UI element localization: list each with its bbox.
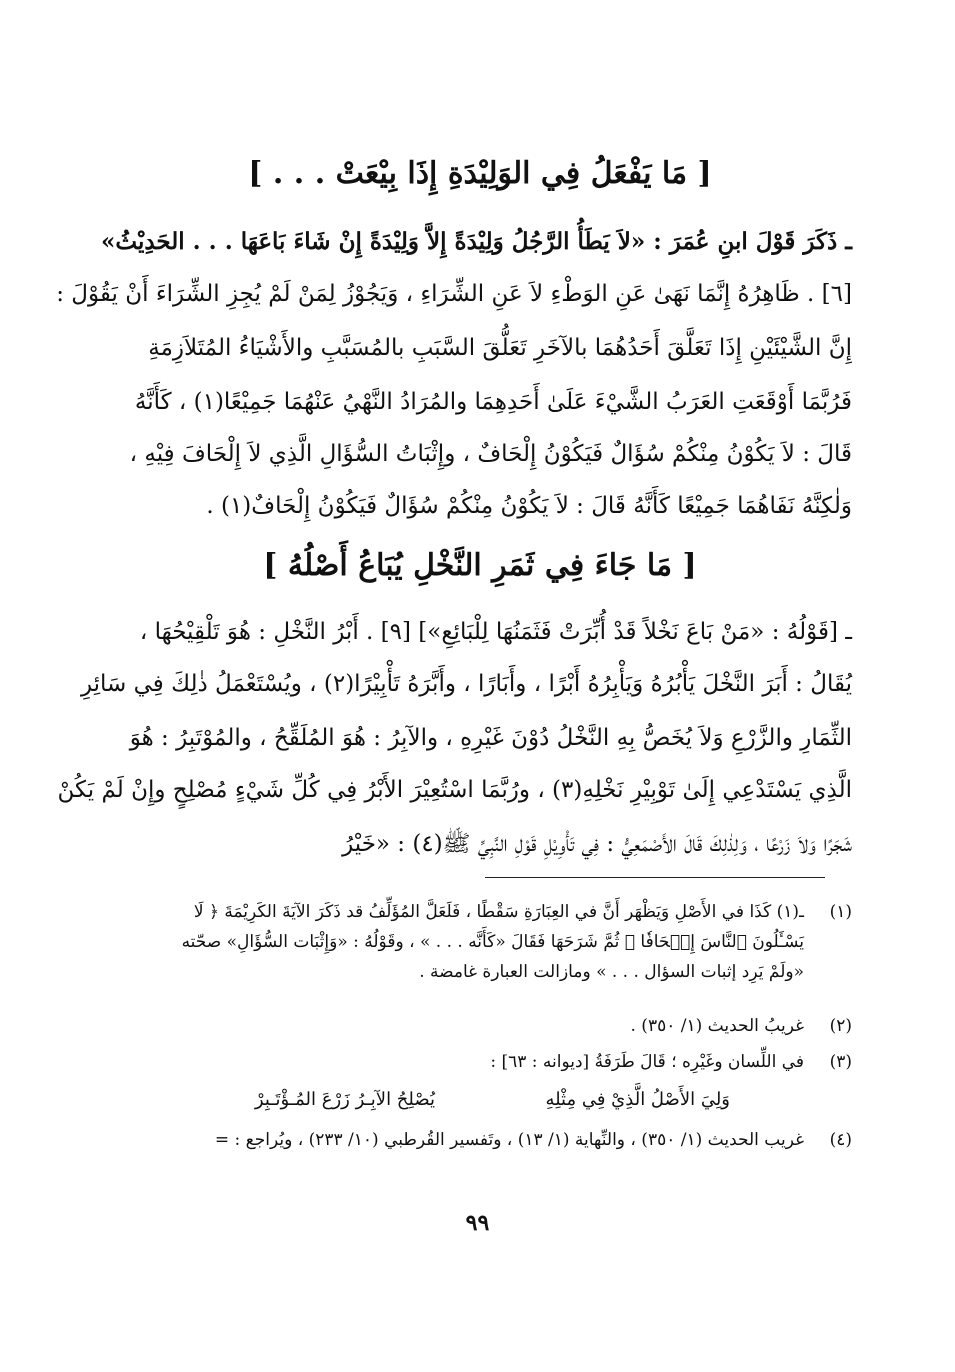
section-heading-walida: [ مَا يَفْعَلُ فِي الوَلِيْدَةِ إِذَا بِيْعَتْ . . . ] (248, 156, 712, 191)
footnote-text: غريبُ الحديث (١/ ٣٥٠) . (630, 1016, 804, 1036)
footnote-number: (٤) (829, 1130, 852, 1150)
footnote-number: (٣) (829, 1052, 852, 1072)
footnote-2 (112, 1012, 852, 1040)
text-line: قَالَ : لاَ يَكُوْنُ مِنْكُمْ سُؤَالٌ فَيَكُوْنُ إِلْحَافٌ ، وإِثْبَاتُ السُّؤَالِ الَّذِي لاَ إِلْحَافَ فِيْهِ ، (129, 441, 852, 467)
verse-hemistich-left: يُصْلِحُ الآبِـرُ زَرْعَ المُـؤْتَـبِرْ (254, 1089, 435, 1110)
text-line: وَلٰكِنَّهُ نَفَاهُمَا جَمِيْعًا كَأَنَّهُ قَالَ : لاَ يَكُوْنُ مِنْكُمْ سُؤَالٌ فَيَكُوْنُ إِلْحَافٌ(١) . (206, 493, 852, 519)
footnote-text: غريب الحديث (١/ ٣٥٠) ، والنِّهاية (١/ ١٣) ، وتَفسير القُرطبي (١٠/ ٢٣٣) ، ويُراجع : = (214, 1130, 804, 1150)
text-line: الثِّمَارِ والزَّرْعِ وَلاَ يُخَصُّ بِهِ النَّخْلُ دُوْنَ غَيْرِهِ ، والآبِرُ : هُوَ المُلَقِّحُ ، والمُوْتَبِرُ : هُوَ (129, 725, 852, 751)
text-line: [٦] . ظَاهِرُهُ إِنَّمَا نَهَىٰ عَنِ الوَطْءِ لاَ عَنِ الشِّرَاءِ ، وَيَجُوْزُ لِمَنْ لَمْ يُجِزِ الشِّرَاءَ أَنْ يَقُوْلَ : (56, 281, 852, 307)
footnote-number: (٢) (829, 1016, 852, 1036)
footnote-text: في اللِّسان وغَيْرِه ؛ قَالَ طَرَفَةُ [ديوانه : ٦٣] : (490, 1052, 804, 1072)
footnote-1-cont (112, 958, 852, 986)
text-line: فَرُبَّمَا أَوْقَعَتِ العَرَبُ الشَّيْءَ عَلَىٰ أَحَدِهِمَا والمُرَادُ النَّهْيُ عَنْهُمَا جَمِيْعًا(١) ، كَأَنَّهُ (134, 389, 852, 415)
text-line: الَّذِي يَسْتَدْعِي إِلَىٰ تَوْبِيْرِ نَخْلِهِ(٣) ، ورُبَّمَا اسْتُعِيْرَ الأَبْرُ فِي كُلِّ شَيْءٍ مُصْلِحٍ وإِنْ لَمْ يَكُنْ (57, 777, 852, 803)
footnote-4 (112, 1126, 852, 1154)
footnote-number: (١) (829, 902, 852, 922)
footnote-1-cont (112, 928, 852, 956)
text-line: ـ ذَكَرَ قَوْلَ ابنِ عُمَرَ : «لاَ يَطَأُ الرَّجُلُ وَلِيْدَةً إِلاَّ وَلِيْدَةً إِنْ شَاءَ بَاعَهَا . . . الحَدِيْثُ» (100, 228, 852, 255)
footnote-separator (485, 877, 825, 878)
text-line: ـ [قَوْلُهُ : «مَنْ بَاعَ نَخْلاً قَدْ أُبِّرَتْ فَثَمَنُهَا لِلْبَائِعِ»] [٩] . أَبْرُ النَّخْلِ : هُوَ تَلْقِيْحُهَا ، (139, 619, 852, 645)
text-line: شَجَرًا وَلاَ زَرْعًا ، وَلِذٰلِكَ قَالَ الأَصْمَعِيُّ : فِي تَأْوِيْلِ قَوْلِ النَّبِيِّ ﷺ(٤) : «خَيْرُ (342, 831, 852, 857)
footnote-text: ـ(١) كَذَا في الأَصْلِ وَيَظْهَر أَنَّ في العِبَارَةِ سَقْطًا ، فَلَعَلَّ المُؤَلِّفُ قد ذَكَرَ الآيَةَ الكَرِيْمَةَ ﴿ لَا (193, 902, 804, 922)
section-heading-nakhl: [ مَا جَاءَ فِي ثَمَرِ النَّخْلِ يُبَاعُ أَصْلُهُ ] (263, 548, 697, 583)
footnote-text: «ولَمْ يَرِد إثبات السؤال . . . » ومازالت العبارة غامضة . (419, 962, 804, 982)
text-line: إِنَّ الشَّيْئَيْنِ إِذَا تَعَلَّقَ أَحَدُهُمَا بالآخَرِ تَعَلُّقَ السَّبَبِ بالمُسَبَّبِ والأَشْيَاءُ المُتَلاَزِمَةِ (148, 335, 852, 361)
footnote-3 (112, 1048, 852, 1076)
verse-hemistich-right: وَلِيَ الأَصْلُ الَّذِيْ فِي مِثْلِهِ (545, 1089, 730, 1110)
footnote-1 (112, 898, 852, 926)
page-number: ٩٩ (465, 1210, 490, 1236)
footnote-text: يَسْـَٔلُونَ ٱلنَّاسَ إِلۡحَافٗا ﴾ ثُمَّ شَرَحَهَا فَقَالَ «كَأَنَّه . . . » ، وقَوْلُهُ : «وَإِثْبَات السُّؤَالِ» صحّته (181, 932, 804, 952)
text-line: يُقَالُ : أَبَرَ النَّخْلَ يَأْبُرُهُ وَيَأْبِرُهُ أَبْرًا ، وأَبَارًا ، وأَبَّرَهُ تَأْبِيْرًا(٢) ، ويُسْتَعْمَلُ ذٰلِكَ فِي سَائِرِ (80, 671, 852, 697)
